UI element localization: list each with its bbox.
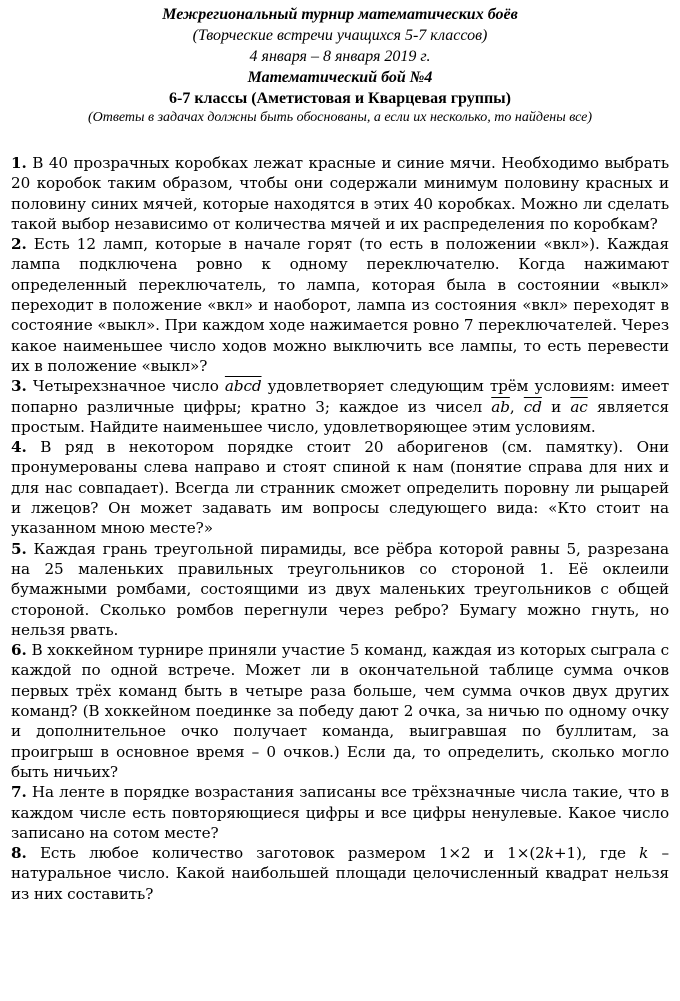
event-dates: 4 января – 8 января 2019 г. <box>249 48 431 65</box>
problem-text: Есть 12 ламп, которые в начале горят (то есть в положении «вкл»). Каждая лампа подключена ровно к одному переключателю. Когда нажимают определенный переключатель, то лампа, которая была в состоянии «выкл» переходит в положение «вкл» и наоборот, лампа из состояния «вкл» переходят в состояние «выкл». При каждом ходе нажимается ровно 7 переключателей. Через какое наименьшее число ходов можно выключить все лампы, то есть перевести их в положение «выкл»? <box>11 235 669 375</box>
problem-text: В ряд в некотором порядке стоит 20 аборигенов (см. памятку). Они пронумерованы слева направо и стоят спиной к нам (понятие справа для них и для нас совпадает). Всегда ли странник сможет определить поровну ли рыцарей и лжецов? Он может задавать им вопросы следующего вида: «Кто стоит на указанном мною месте?» <box>11 438 670 538</box>
problem-number: 1. <box>11 154 27 172</box>
problem-4 <box>11 437 669 538</box>
math-k: k <box>544 844 554 863</box>
problem-text: – натуральное число. Какой наибольшей площади целочисленный квадрат нельзя из них составить? <box>11 844 669 903</box>
problem-number: 5. <box>11 539 27 558</box>
problem-text: На ленте в порядке возрастания записаны все трёхзначные числа такие, что в каждом числе есть повторяющиеся цифры и все цифры ненулевые. Какое число записано на сотом месте? <box>11 783 669 842</box>
math-cd: $\overline{cd}$ <box>523 397 542 416</box>
problem-6 <box>11 640 669 782</box>
problem-1 <box>11 153 669 234</box>
math-abcd: abcd <box>224 377 262 396</box>
math-ac: $\overline{ac}$ <box>570 397 588 416</box>
problem-number: 4. <box>11 438 27 457</box>
math-ab: $\overline{ab}$ <box>491 397 510 416</box>
problem-text: В хоккейном турнире приняли участие 5 команд, каждая из которых сыграла с каждой по одной встрече. Может ли в окончательной таблице сумма очков первых трёх команд быть в четыре раза больше, чем сумма очков двух других команд? (В хоккейном поединке за победу дают 2 очка, за ничью по одному очку и дополнительное очко получает команда, выигравшая по буллитам, за проигрыш в основное время – 0 очков.) Если да, то определить, сколько могло быть ничьих? <box>11 641 669 781</box>
problem-number: 8. <box>11 844 27 863</box>
problem-text: Есть любое количество заготовок размером 1×2 и 1×(2 <box>39 844 545 863</box>
problem-2 <box>11 234 669 376</box>
problem-text: Четырехзначное число <box>32 377 225 396</box>
problem-number: 6. <box>11 641 27 660</box>
problem-8 <box>11 843 669 904</box>
instructions-note: (Ответы в задачах должны быть обоснованы, а если их несколько, то найдены все) <box>87 110 593 125</box>
problem-list <box>11 153 669 904</box>
problem-text: +1), где <box>553 844 640 863</box>
problem-number: 2. <box>11 235 27 254</box>
math-k: k <box>639 844 649 863</box>
tournament-title: Межрегиональный турнир математических боёв <box>162 6 518 23</box>
problem-7 <box>11 782 669 843</box>
problem-number: 3. <box>11 377 27 396</box>
problem-text: является простым. Найдите наименьшее число, удовлетворяющее этим условиям. <box>11 397 669 436</box>
event-subtitle: (Творческие встречи учащихся 5-7 классов) <box>192 27 488 44</box>
header <box>11 4 669 127</box>
problem-5 <box>11 539 669 640</box>
problem-text: , <box>509 397 524 416</box>
battle-title: Математический бой №4 <box>247 69 433 86</box>
problem-text: Каждая грань треугольной пирамиды, все рёбра которой равны 5, разрезана на 25 маленьких правильных треугольников со стороной 1. Её оклеили бумажными ромбами, состоящими из двух маленьких треугольников с общей стороной. Сколько ромбов перегнули через ребро? Бумагу можно гнуть, но нельзя рвать. <box>11 539 670 639</box>
problem-text: удовлетворяет следующим трём условиям: имеет попарно различные цифры; кратно 3; каждое из чисел <box>11 377 669 416</box>
problem-3 <box>11 376 669 437</box>
problem-text: В 40 прозрачных коробках лежат красные и синие мячи. Необходимо выбрать 20 коробок таким образом, чтобы они содержали минимум половину красных и половину синих мячей, которые находятся в этих 40 коробках. Можно ли сделать такой выбор независимо от количества мячей и их распределения по коробкам? <box>11 154 669 233</box>
groups-title: 6-7 классы (Аметистовая и Кварцевая группы) <box>168 90 511 107</box>
problem-text: и <box>541 397 571 416</box>
problem-number: 7. <box>11 783 27 802</box>
